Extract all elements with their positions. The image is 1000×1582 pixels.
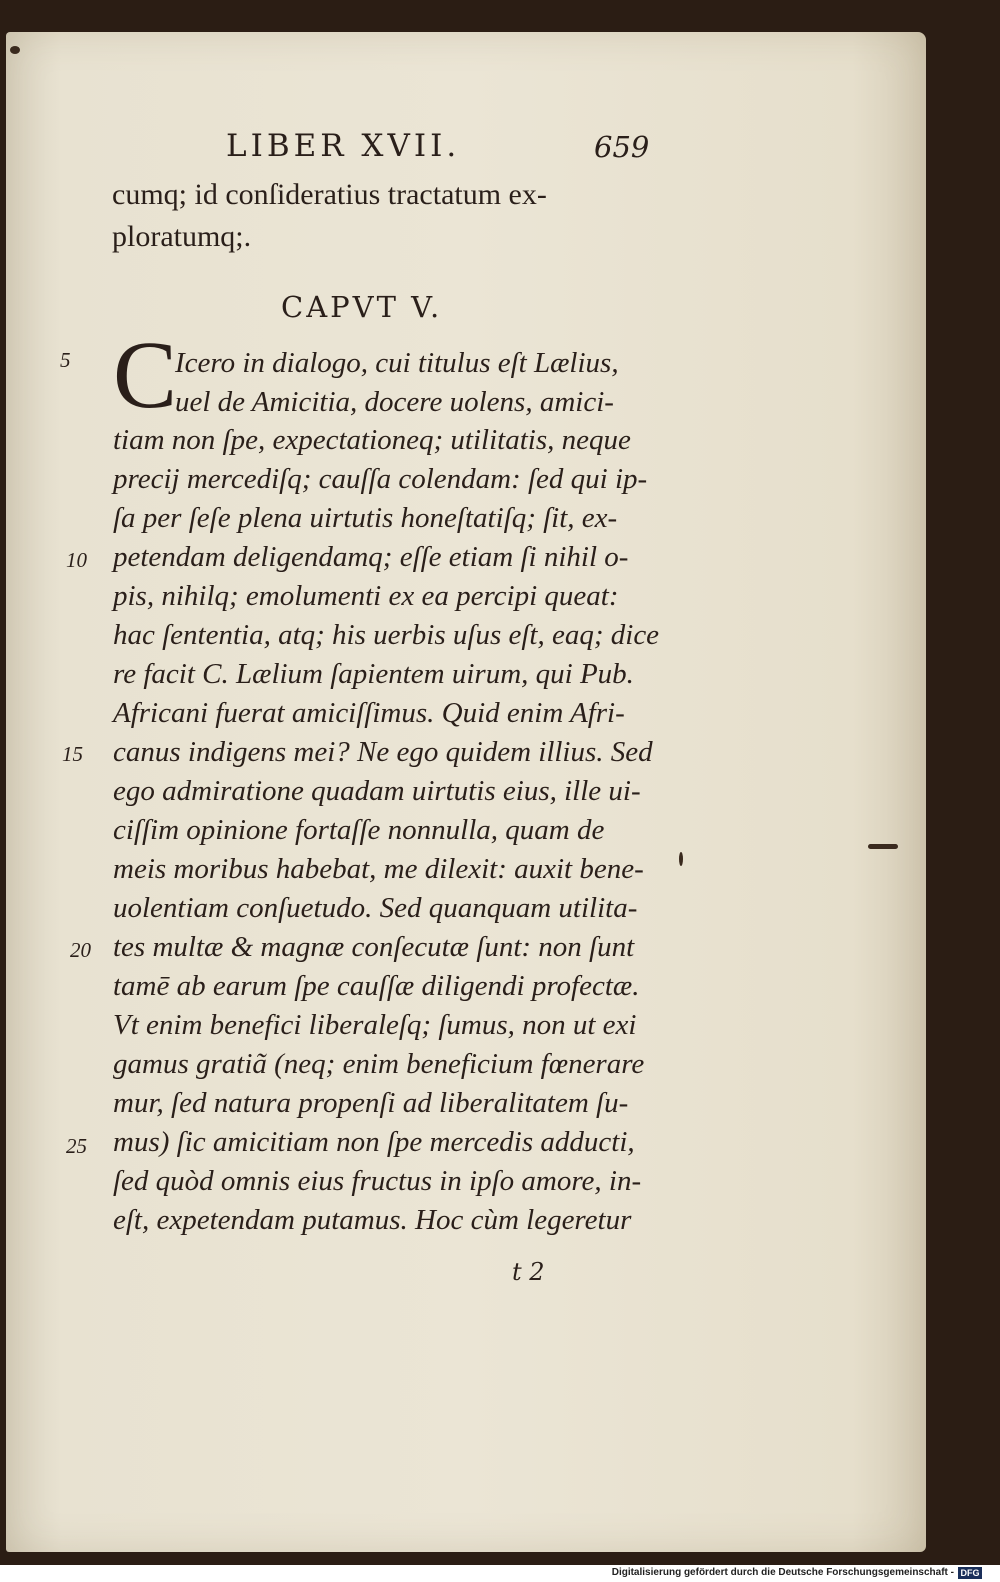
text-line: ciſſim opinione fortaſſe nonnulla, quam de <box>113 814 605 846</box>
text-line: uel de Amicitia, docere uolens, amici- <box>175 386 614 418</box>
line-number: 15 <box>62 742 83 766</box>
text-line: petendam deligendamq; eſſe etiam ſi nihil o- <box>113 541 629 573</box>
line-number: 10 <box>66 548 87 572</box>
text-line: re facit C. Lælium ſapientem uirum, qui Pub. <box>113 658 634 690</box>
funding-credit: Digitalisierung gefördert durch die Deutsche Forschungsgemeinschaft - <box>611 1567 954 1578</box>
text-line: tes multæ & magnæ conſecutæ ſunt: non ſunt <box>113 931 635 963</box>
text-line: ſed quòd omnis eius fructus in ipſo amore, in- <box>113 1165 642 1197</box>
text-line: ſa per ſeſe plena uirtutis honeſtatiſq; ſit, ex- <box>113 502 618 534</box>
text-line: tamē ab earum ſpe cauſſæ diligendi profectæ. <box>113 970 640 1002</box>
text-line: Africani fuerat amiciſſimus. Quid enim Afri- <box>113 697 625 729</box>
text-line: Icero in dialogo, cui titulus eſt Lælius, <box>175 347 619 379</box>
text-line: pis, nihilq; emolumenti ex ea percipi queat: <box>113 580 619 612</box>
text-line: mus) ſic amicitiam non ſpe mercedis adducti, <box>113 1126 635 1158</box>
text-line: hac ſententia, atq; his uerbis uſus eſt, eaq; dice <box>113 619 660 651</box>
page-stain <box>679 852 683 866</box>
line-number: 25 <box>66 1134 87 1158</box>
page-stain <box>868 844 898 849</box>
chapter-title: CAPVT V. <box>281 290 443 324</box>
digitization-footer <box>0 1565 1000 1582</box>
text-line: ego admiratione quadam uirtutis eius, ille ui- <box>113 775 641 807</box>
text-line: meis moribus habebat, me dilexit: auxit bene- <box>113 853 644 885</box>
text-line: gamus gratiã (neq; enim beneficium fœnerare <box>113 1048 645 1080</box>
drop-cap-initial: C <box>113 321 178 428</box>
signature-mark: t 2 <box>512 1258 545 1286</box>
line-number: 20 <box>70 938 91 962</box>
running-head: LIBER XVII. <box>226 128 461 164</box>
page-stain <box>10 46 20 54</box>
text-line: eſt, expetendam putamus. Hoc cùm legeretur <box>113 1204 632 1236</box>
text-line: tiam non ſpe, expectationeq; utilitatis, neque <box>113 424 631 456</box>
text-line: mur, ſed natura propenſi ad liberalitatem ſu- <box>113 1087 629 1119</box>
text-line: canus indigens mei? Ne ego quidem illius. Sed <box>113 736 653 768</box>
text-line: Vt enim benefici liberaleſq; ſumus, non ut exi <box>113 1009 637 1041</box>
continuation-line-1: cumq; id conſideratius tractatum ex- <box>112 178 547 211</box>
page-number: 659 <box>594 130 650 164</box>
continuation-line-2: ploratumq;. <box>112 220 252 253</box>
text-line: precij mercediſq; cauſſa colendam: ſed qui ip- <box>113 463 648 495</box>
dfg-logo: DFG <box>958 1567 982 1579</box>
line-number: 5 <box>60 348 71 372</box>
text-line: uolentiam conſuetudo. Sed quanquam utilita- <box>113 892 638 924</box>
